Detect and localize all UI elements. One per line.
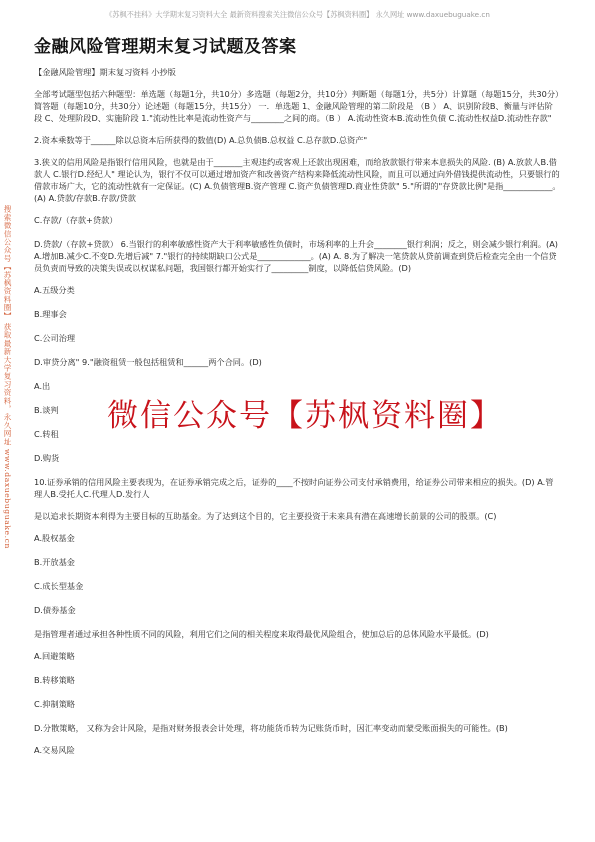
- paragraph: 2.资本乘数等于______除以总资本后所获得的数值(D) A.总负债B.总权益 C.总存款D.总资产": [34, 135, 368, 145]
- answer-option: A.交易风险: [34, 745, 75, 755]
- paragraph: 3.狭义的信用风险是指银行信用风险，也就是由于_______主观违约或客观上还款出现困难，而给放款银行带来本息损失的风险. (B) A.放款人B.借款人 C.银行D.经纪人" 理论认为，银行不仅可以通过增加资产和改善资产结构来降低流动性风险，而且可以通过向外借钱提供流动性，只要银行的借款市场广大，它的流动性就有一定保证。(C) A.负债管理B.资产管理 C.资产负债管理D.商业性贷款" 5."所谓的"存贷款比例"是指____________。(A) A.贷款/存款B.存款/贷款: [34, 157, 561, 203]
- answer-option: A.五级分类: [34, 285, 75, 295]
- paragraph: D.贷款/（存款+贷款） 6.当银行的利率敏感性资产大于利率敏感性负债时，市场利率的上升会________银行利润；反之，则会减少银行利润。(A) A.增加B.减少C.不变D.先增后减" 7."银行的持续期缺口公式是_____________。(A) A. 8.为了解决一笔贷款从贷前调查到贷后检查完全由一个信贷员负责而导致的决策失误或以权谋私问题，我国银行都开始实行了_________制度，以降低信贷风险。(D): [34, 239, 558, 273]
- header-banner: 《苏枫不挂科》大学期末复习资料大全 最新资料搜索关注微信公众号【苏枫资料圈】 永久网址 www.daxuebuguake.cn: [105, 10, 490, 19]
- paragraph: 【金融风险管理】期末复习资料 小抄版: [34, 67, 176, 77]
- paragraph: C.存款/（存款+贷款）: [34, 215, 118, 225]
- answer-option: B.理事会: [34, 309, 67, 319]
- answer-option: A.回避策略: [34, 651, 75, 661]
- side-watermark: [2, 205, 18, 625]
- paragraph: 是指管理者通过承担各种性质不同的风险，利用它们之间的相关程度来取得最优风险组合，使加总后的总体风险水平最低。(D): [34, 629, 489, 639]
- paragraph: D.审贷分离" 9."融资租赁一般包括租赁和______两个合同。(D): [34, 357, 262, 367]
- side-watermark-text: 搜索微信公众号【苏枫资料圈】 获取最新大学复习资料，永久网址 www.daxuebuguake.cn: [3, 205, 12, 549]
- answer-option: B.开放基金: [34, 557, 75, 567]
- answer-option: C.转租: [34, 429, 59, 439]
- answer-option: B.转移策略: [34, 675, 75, 685]
- paragraph: D.分散策略， 又称为会计风险，是指对财务报表会计处理，将功能货币转为记账货币时，因汇率变动而蒙受账面损失的可能性。(B): [34, 723, 508, 733]
- answer-option: B.谈判: [34, 405, 59, 415]
- watermark-stamp: 微信公众号【苏枫资料圈】: [107, 398, 503, 434]
- answer-option: D.债券基金: [34, 605, 76, 615]
- paragraph: 是以追求长期资本利得为主要目标的互助基金。为了达到这个目的，它主要投资于未来具有潜在高速增长前景的公司的股票。(C): [34, 511, 497, 521]
- paragraph: 全部考试题型包括六种题型：单选题（每题1分，共10分）多选题（每题2分，共10分）判断题（每题1分，共5分）计算题（每题15分，共30分）简答题（每题10分，共30分）论述题（每题15分，共15分） 一．单选题 1、金融风险管理的第二阶段是 （B ） A、识别阶段B、衡量与评估阶段 C、处理阶段D、实施阶段 1."流动性比率是流动性资产与________之间的商。（B ） A.流动性资本B.流动性负债 C.流动性权益D.流动性存款": [34, 89, 560, 123]
- answer-option: D.购货: [34, 453, 60, 463]
- answer-option: C.抑制策略: [34, 699, 76, 709]
- paragraph: 10.证券承销的信用风险主要表现为，在证券承销完成之后，证券的____不按时向证券公司支付承销费用，给证券公司带来相应的损失。(D) A.管理人B.受托人C.代理人D.发行人: [34, 477, 554, 499]
- answer-option: A.出: [34, 381, 51, 391]
- answer-option: A.股权基金: [34, 533, 75, 543]
- document-title: 金融风险管理期末复习试题及答案: [34, 37, 297, 57]
- answer-option: C.成长型基金: [34, 581, 84, 591]
- answer-option: C.公司治理: [34, 333, 76, 343]
